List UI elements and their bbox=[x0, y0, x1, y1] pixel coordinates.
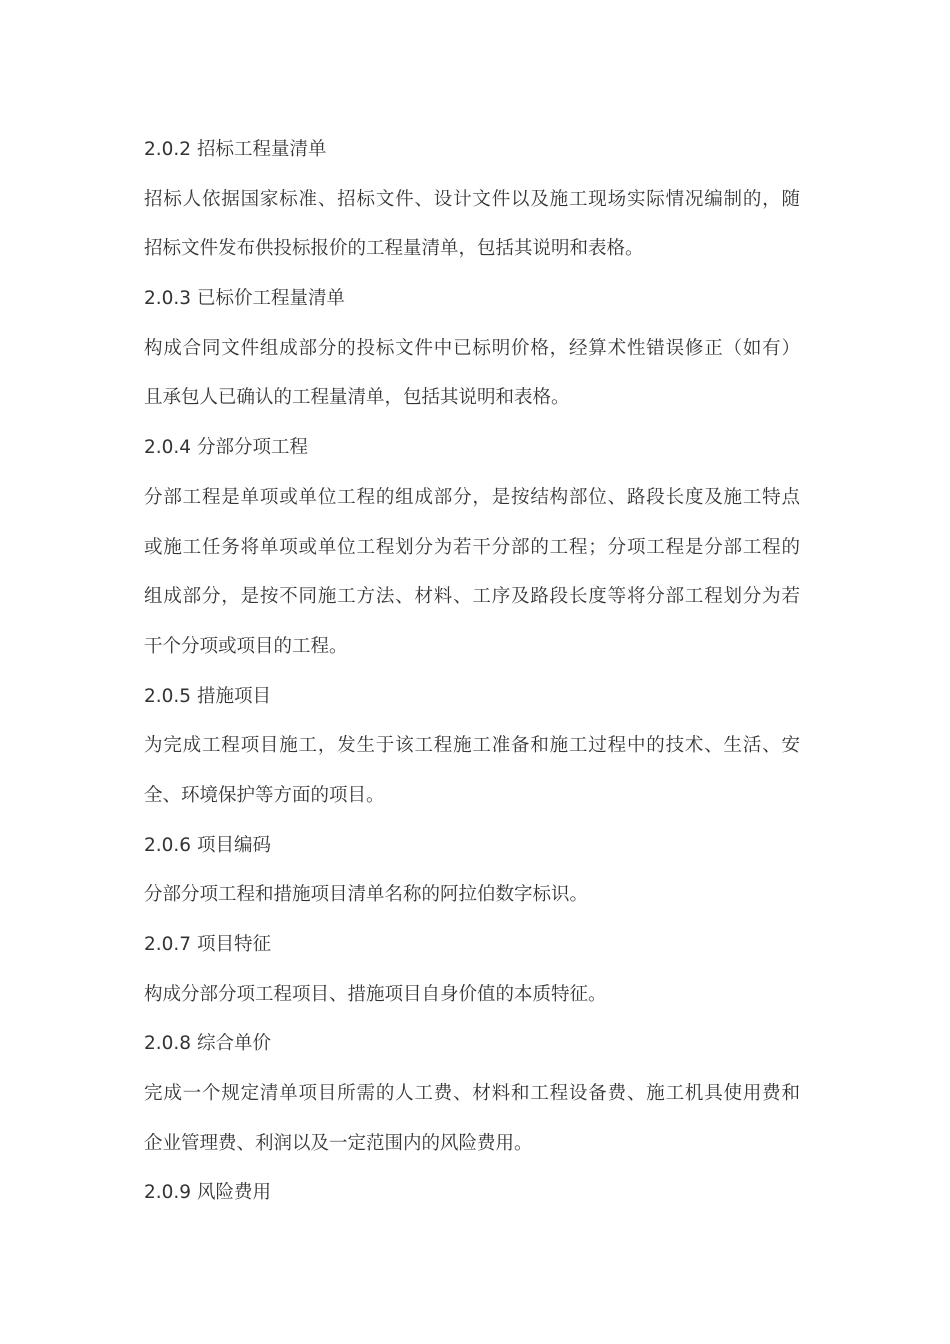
paragraph-line: 或施工任务将单项或单位工程划分为若干分部的工程；分项工程是分部工程的 bbox=[144, 536, 800, 558]
section-heading-2-0-2: 2.0.2 招标工程量清单 bbox=[144, 139, 327, 160]
paragraph-line: 干个分项或项目的工程。 bbox=[144, 635, 348, 657]
section-heading-2-0-7: 2.0.7 项目特征 bbox=[144, 934, 271, 955]
paragraph-line: 为完成工程项目施工，发生于该工程施工准备和施工过程中的技术、生活、安 bbox=[144, 735, 800, 757]
section-heading-2-0-3: 2.0.3 已标价工程量清单 bbox=[144, 288, 345, 310]
paragraph-line: 全、环境保护等方面的项目。 bbox=[144, 784, 385, 806]
paragraph-line: 组成部分，是按不同施工方法、材料、工序及路段长度等将分部工程划分为若 bbox=[144, 586, 800, 608]
paragraph-line: 构成合同文件组成部分的投标文件中已标明价格，经算术性错误修正（如有） bbox=[144, 337, 800, 359]
section-heading-2-0-9: 2.0.9 风险费用 bbox=[144, 1182, 271, 1204]
document-body bbox=[144, 125, 800, 1218]
section-heading-2-0-6: 2.0.6 项目编码 bbox=[144, 834, 271, 856]
paragraph-line: 分部工程是单项或单位工程的组成部分，是按结构部位、路段长度及施工特点 bbox=[144, 486, 800, 508]
paragraph-line: 完成一个规定清单项目所需的人工费、材料和工程设备费、施工机具使用费和 bbox=[144, 1083, 800, 1105]
paragraph-line: 招标人依据国家标准、招标文件、设计文件以及施工现场实际情况编制的，随 bbox=[144, 188, 800, 210]
paragraph-line: 且承包人已确认的工程量清单，包括其说明和表格。 bbox=[144, 387, 570, 409]
paragraph-line: 分部分项工程和措施项目清单名称的阿拉伯数字标识。 bbox=[144, 884, 589, 906]
section-heading-2-0-8: 2.0.8 综合单价 bbox=[144, 1033, 271, 1055]
section-heading-2-0-5: 2.0.5 措施项目 bbox=[144, 685, 271, 707]
paragraph-line: 构成分部分项工程项目、措施项目自身价值的本质特征。 bbox=[144, 983, 607, 1005]
section-heading-2-0-4: 2.0.4 分部分项工程 bbox=[144, 437, 308, 459]
paragraph-line: 企业管理费、利润以及一定范围内的风险费用。 bbox=[144, 1132, 533, 1154]
paragraph-line: 招标文件发布供投标报价的工程量清单，包括其说明和表格。 bbox=[144, 238, 644, 260]
